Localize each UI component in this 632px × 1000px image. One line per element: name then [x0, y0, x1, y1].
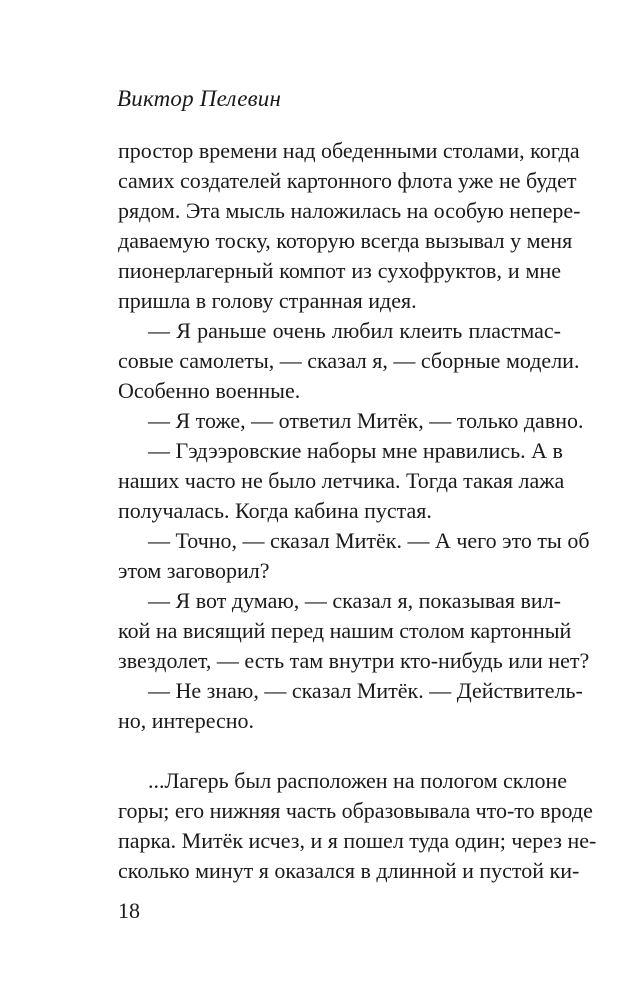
text-line: наших часто не было летчика. Тогда такая лажа: [118, 468, 565, 493]
text-line: этом заговорил?: [118, 558, 270, 583]
text-line: пионерлагерный компот из сухофруктов, и мне: [118, 258, 561, 283]
paragraph-start-line: ...Лагерь был расположен на пологом склоне: [148, 768, 568, 793]
dialogue-line: — Я раньше очень любил клеить пластмас-: [148, 318, 561, 343]
dialogue-line: — Гэдээровские наборы мне нравились. А в: [148, 438, 563, 463]
text-line: горы; его нижняя часть образовывала что-то вроде: [118, 798, 593, 823]
text-line: звездолет, — есть там внутри кто-нибудь или нет?: [118, 648, 590, 673]
text-line: самих создателей картонного флота уже не будет: [118, 168, 577, 193]
dialogue-line: — Я тоже, — ответил Митёк, — только давно.: [148, 408, 584, 433]
dialogue-line: — Точно, — сказал Митёк. — А чего это ты об: [148, 528, 590, 553]
text-line: пришла в голову странная идея.: [118, 288, 417, 313]
text-line: совые самолеты, — сказал я, — сборные модели.: [118, 348, 580, 373]
page-number: 18: [118, 898, 140, 923]
dialogue-line: — Я вот думаю, — сказал я, показывая вил-: [148, 588, 561, 613]
text-line: Особенно военные.: [118, 378, 301, 403]
dialogue-line: — Не знаю, — сказал Митёк. — Действитель-: [148, 678, 583, 703]
text-line: но, интересно.: [118, 708, 255, 733]
text-line: простор времени над обеденными столами, когда: [118, 138, 580, 163]
text-line: кой на висящий перед нашим столом картонный: [118, 618, 572, 643]
text-line: рядом. Эта мысль наложилась на особую непере-: [118, 198, 581, 223]
text-line: сколько минут я оказался в длинной и пустой ки-: [118, 858, 580, 883]
text-line: парка. Митёк исчез, и я пошел туда один; через не-: [118, 828, 597, 853]
text-line: даваемую тоску, которую всегда вызывал у меня: [118, 228, 573, 253]
running-head-author: Виктор Пелевин: [117, 86, 282, 111]
text-line: получалась. Когда кабина пустая.: [118, 498, 432, 523]
